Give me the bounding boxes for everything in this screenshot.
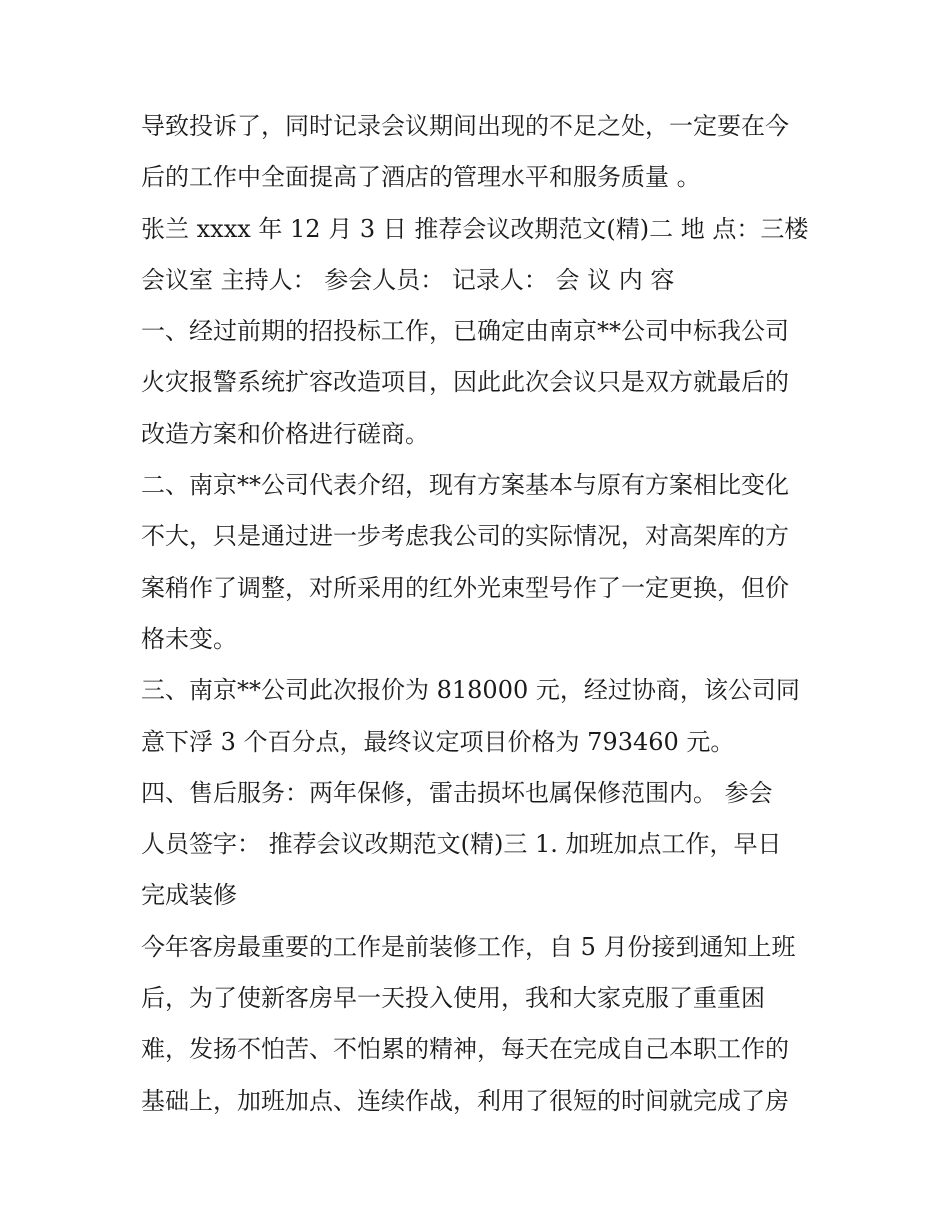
text-line: 案稍作了调整，对所采用的红外光束型号作了一定更换，但价: [141, 573, 789, 602]
text-line: 二、南京**公司代表介绍，现有方案基本与原有方案相比变化: [141, 471, 789, 500]
text-line: 后的工作中全面提高了酒店的管理水平和服务质量 。: [141, 163, 701, 192]
text-line: 四、售后服务：两年保修，雷击损坏也属保修范围内。 参会: [141, 778, 773, 807]
text-line: 导致投诉了，同时记录会议期间出现的不足之处，一定要在今: [141, 112, 789, 140]
text-line: 意下浮 3 个百分点，最终议定项目价格为 793460 元。: [141, 727, 735, 756]
text-line: 人员签字： 推荐会议改期范文(精)三 1. 加班加点工作，早日: [141, 830, 782, 859]
text-line: 改造方案和价格进行磋商。: [141, 419, 429, 448]
text-line: 会议室 主持人： 参会人员： 记录人： 会 议 内 容: [141, 265, 675, 294]
text-line: 基础上，加班加点、连续作战，利用了很短的时间就完成了房: [141, 1086, 789, 1115]
text-line: 一、经过前期的招投标工作，已确定由南京**公司中标我公司: [141, 317, 789, 346]
text-line: 难，发扬不怕苦、不怕累的精神，每天在完成自己本职工作的: [141, 1035, 789, 1064]
text-line: 不大，只是通过进一步考虑我公司的实际情况，对高架库的方: [141, 522, 789, 551]
text-line: 火灾报警系统扩容改造项目，因此此次会议只是双方就最后的: [141, 368, 789, 397]
text-line: 三、南京**公司此次报价为 818000 元，经过协商，该公司同: [141, 676, 800, 705]
text-line: 今年客房最重要的工作是前装修工作，自 5 月份接到通知上班: [141, 932, 796, 961]
text-line: 格未变。: [141, 624, 237, 653]
text-line: 张兰 xxxx 年 12 月 3 日 推荐会议改期范文(精)二 地 点：三楼: [141, 214, 809, 243]
text-line: 完成装修: [141, 881, 237, 910]
document-body: [141, 101, 821, 1127]
text-line: 后，为了使新客房早一天投入使用，我和大家克服了重重困: [141, 984, 765, 1013]
